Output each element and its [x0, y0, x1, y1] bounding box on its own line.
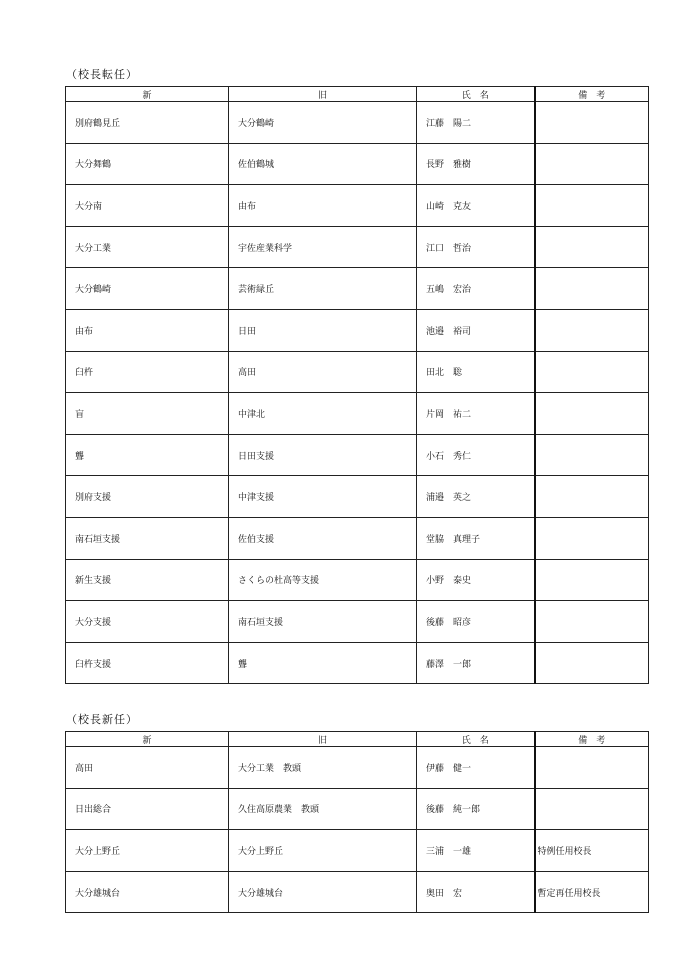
cell-old-school: 由布	[229, 185, 417, 227]
cell-new-school: 高田	[66, 747, 229, 789]
cell-name: 奥田 宏	[417, 871, 535, 913]
table-row	[66, 871, 649, 913]
table-row	[66, 393, 649, 435]
cell-name: 江口 哲治	[417, 226, 535, 268]
cell-note	[535, 185, 649, 227]
cell-name: 後藤 純一郎	[417, 788, 535, 830]
table-row	[66, 309, 649, 351]
transfer-section-title: （校長転任）	[66, 68, 138, 81]
table-row	[66, 226, 649, 268]
cell-new-school: 大分上野丘	[66, 830, 229, 872]
cell-new-school: 臼杵	[66, 351, 229, 393]
cell-old-school: 大分工業 教頭	[229, 747, 417, 789]
cell-name: 後藤 昭彦	[417, 601, 535, 643]
cell-note	[535, 268, 649, 310]
cell-note	[535, 102, 649, 144]
table-row	[66, 185, 649, 227]
cell-name: 山崎 克友	[417, 185, 535, 227]
table-row	[66, 102, 649, 144]
cell-note	[535, 476, 649, 518]
cell-new-school: 大分支援	[66, 601, 229, 643]
cell-name: 田北 聡	[417, 351, 535, 393]
cell-note	[535, 143, 649, 185]
header-name: 氏 名	[417, 87, 535, 102]
cell-name: 片岡 祐二	[417, 393, 535, 435]
cell-new-school: 臼杵支援	[66, 642, 229, 684]
transfer-table	[65, 86, 649, 684]
table-row	[66, 434, 649, 476]
cell-name: 五嶋 宏治	[417, 268, 535, 310]
cell-name: 浦邉 英之	[417, 476, 535, 518]
cell-old-school: 日田	[229, 309, 417, 351]
cell-note	[535, 788, 649, 830]
cell-new-school: 別府支援	[66, 476, 229, 518]
cell-old-school: 大分上野丘	[229, 830, 417, 872]
cell-name: 小野 泰史	[417, 559, 535, 601]
cell-old-school: 大分雄城台	[229, 871, 417, 913]
cell-note	[535, 559, 649, 601]
header-old: 旧	[229, 87, 417, 102]
cell-old-school: 聾	[229, 642, 417, 684]
cell-old-school: 佐伯支援	[229, 517, 417, 559]
cell-new-school: 盲	[66, 393, 229, 435]
header-new: 新	[66, 732, 229, 747]
cell-name: 藤澤 一郎	[417, 642, 535, 684]
cell-new-school: 大分工業	[66, 226, 229, 268]
cell-new-school: 大分雄城台	[66, 871, 229, 913]
cell-old-school: 芸術緑丘	[229, 268, 417, 310]
table-row	[66, 642, 649, 684]
table-row	[66, 517, 649, 559]
cell-new-school: 大分南	[66, 185, 229, 227]
cell-old-school: 南石垣支援	[229, 601, 417, 643]
cell-new-school: 聾	[66, 434, 229, 476]
cell-name: 長野 雅樹	[417, 143, 535, 185]
cell-new-school: 別府鶴見丘	[66, 102, 229, 144]
cell-old-school: 高田	[229, 351, 417, 393]
cell-note	[535, 309, 649, 351]
table-row	[66, 559, 649, 601]
new-appointment-section-title: （校長新任）	[66, 713, 138, 726]
table-row	[66, 476, 649, 518]
cell-name: 小石 秀仁	[417, 434, 535, 476]
header-old: 旧	[229, 732, 417, 747]
cell-old-school: 久住高原農業 教頭	[229, 788, 417, 830]
cell-new-school: 大分鶴崎	[66, 268, 229, 310]
table-row	[66, 601, 649, 643]
cell-old-school: さくらの杜高等支援	[229, 559, 417, 601]
cell-new-school: 南石垣支援	[66, 517, 229, 559]
cell-note	[535, 747, 649, 789]
table-row	[66, 143, 649, 185]
header-new: 新	[66, 87, 229, 102]
cell-name: 三浦 一雄	[417, 830, 535, 872]
cell-name: 伊藤 健一	[417, 747, 535, 789]
cell-note	[535, 434, 649, 476]
cell-note: 特例任用校長	[535, 830, 649, 872]
header-note: 備 考	[535, 87, 649, 102]
cell-note: 暫定再任用校長	[535, 871, 649, 913]
cell-note	[535, 601, 649, 643]
cell-name: 池邉 裕司	[417, 309, 535, 351]
cell-note	[535, 226, 649, 268]
cell-old-school: 大分鶴崎	[229, 102, 417, 144]
cell-old-school: 日田支援	[229, 434, 417, 476]
table-row	[66, 351, 649, 393]
cell-new-school: 新生支援	[66, 559, 229, 601]
cell-old-school: 中津支援	[229, 476, 417, 518]
cell-note	[535, 642, 649, 684]
new-appointment-table	[65, 731, 649, 913]
header-name: 氏 名	[417, 732, 535, 747]
table-row	[66, 788, 649, 830]
table-header-row	[66, 732, 649, 747]
cell-old-school: 佐伯鶴城	[229, 143, 417, 185]
cell-new-school: 大分舞鶴	[66, 143, 229, 185]
header-note: 備 考	[535, 732, 649, 747]
cell-new-school: 由布	[66, 309, 229, 351]
cell-note	[535, 393, 649, 435]
cell-note	[535, 517, 649, 559]
cell-old-school: 宇佐産業科学	[229, 226, 417, 268]
table-row	[66, 830, 649, 872]
cell-name: 江藤 陽二	[417, 102, 535, 144]
table-row	[66, 747, 649, 789]
cell-old-school: 中津北	[229, 393, 417, 435]
table-row	[66, 268, 649, 310]
cell-name: 堂脇 真理子	[417, 517, 535, 559]
table-header-row	[66, 87, 649, 102]
cell-note	[535, 351, 649, 393]
cell-new-school: 日出総合	[66, 788, 229, 830]
